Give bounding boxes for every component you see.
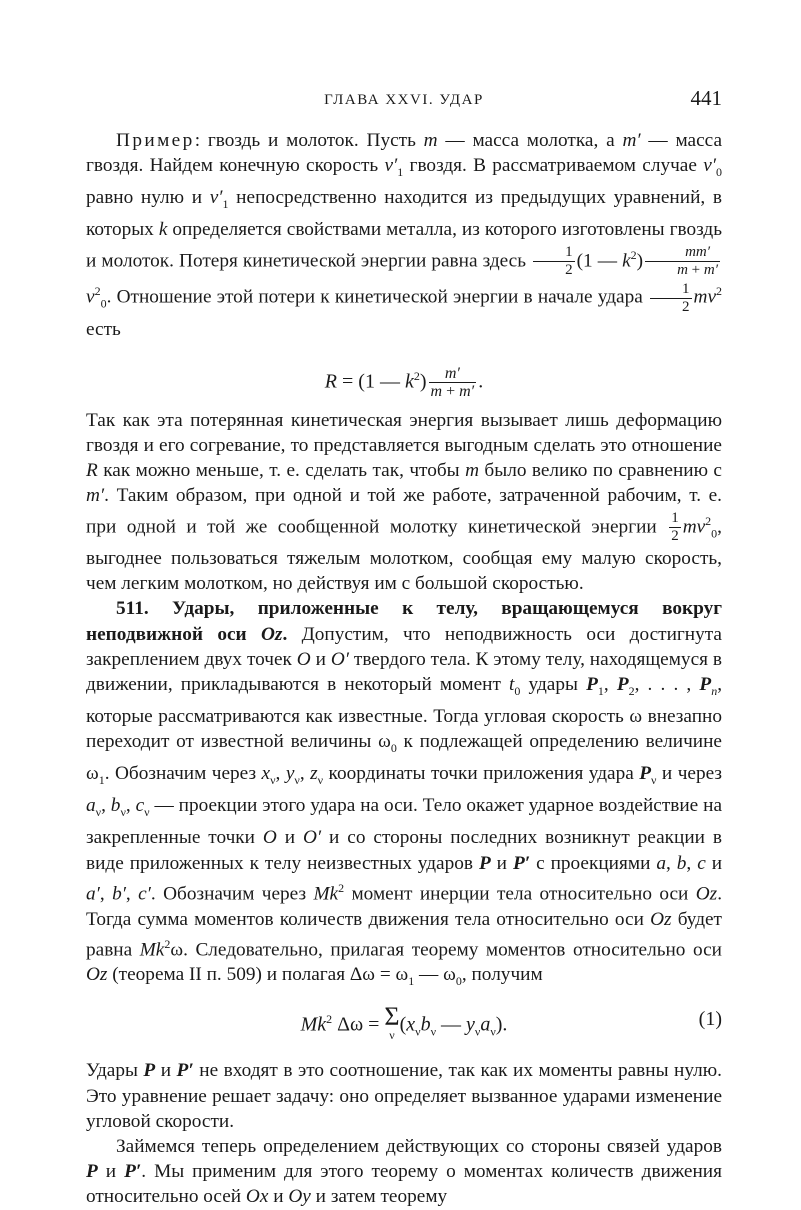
equation-number: (1) <box>698 1008 722 1031</box>
page-body <box>86 128 722 1210</box>
paragraph-final: Займемся теперь определением действующих со стороны связей ударов P и P′. Мы применим для этого теорему о моментах количеств движения относительно осей Ox и Oy и затем теорему <box>86 1136 722 1208</box>
equation-1 <box>86 998 722 1054</box>
fraction-half: $\frac{1}{2}$ <box>650 281 692 316</box>
section-511: 511. Удары, приложенные к телу, вращающемуся вокруг неподвижной оси Oz. Допустим, что неподвижность оси достигнута закреплением двух точек O и O′ твердого тела. К этому телу, находящемуся в движении, прикладываются в некоторый момент $t_0$ удары $P_1$, $P_2$, . . . , $P_n$, которые рассматриваются как известные. Тогда угловая скорость ω внезапно переходит от известной величины $\omega_0$ к подлежащей определению величине $\omega_1$. Обозначим через $x_\nu$, $y_\nu$, $z_\nu$ координаты точки приложения удара $P_\nu$ и через $a_\nu$, $b_\nu$, $c_\nu$ — проекции этого удара на оси. Тело окажет ударное воздействие на закрепленные точки O и O′ и со стороны последних возникнут реакции в виде приложенных к телу неизвестных ударов P и P′ с проекциями a, b, c и a′, b′, c′. Обозначим через Mk$^2$ момент инерции тела относительно оси Oz. Тогда сумма моментов количеств движения тела относительно оси Oz будет равна Mk$^2$ω. Следовательно, прилагая теорему моментов относительно оси Oz (теорема II п. 509) и полагая $\Delta\omega = \omega_1$ — $\omega_0$, получим <box>86 598 723 989</box>
ratio-formula: R = (1 — $k^2$) $\frac{m'}{m + m'}$ . <box>324 365 484 401</box>
sum-symbol: Σ ν <box>384 1002 400 1043</box>
equation-body: Mk$^2$ Δω = Σ ν ($x_\nu b_\nu$ — $y_\nu a_\nu$). <box>300 1002 508 1043</box>
fraction-mass: $\frac{mm'}{m + m'}$ <box>645 244 720 279</box>
paragraph-conclusion: Так как эта потерянная кинетическая энергия вызывает лишь деформацию гвоздя и его согревание, то представляется выгодным сделать это отношение R как можно меньше, т. е. сделать так, чтобы m было велико по сравнению с m′. Таким образом, при одной и той же работе, затраченной рабочим, т. е. при одной и той же сообщенной молотку кинетической энергии $\frac{1}{2}$ $mv^2_0$, выгоднее пользоваться тяжелым молотком, сообщая ему малую скорость, чем легким молотком, но действуя им с большой скоростью. <box>86 409 722 595</box>
example-label: Пример <box>116 130 195 151</box>
paragraph-example: Пример: гвоздь и молоток. Пусть m — масса молотка, а m′ — масса гвоздя. Найдем конечную скорость $v'_1$ гвоздя. В рассматриваемом случае $v'_0$ равно нулю и $v'_1$ непосредственно находится из предыдущих уравнений, в которых k определяется свойствами металла, из которого изготовлены гвоздь и молоток. Потеря кинетической энергии равна здесь $\frac{1}{2}$ (1 — $k^2$) $\frac{mm'}{m + m'}$ $v^2_0$. Отношение этой потери к кинетической энергии в начале удара $\frac{1}{2}$ $mv^2$ есть <box>86 130 722 340</box>
paragraph-after-equation: Удары P и P′ не входят в это соотношение, так как их моменты равны нулю. Это уравнение решает задачу: оно определяет вызванное ударами изменение угловой скорости. <box>86 1060 722 1132</box>
fraction-ratio: $\frac{m'}{m + m'}$ <box>430 365 475 401</box>
page-number: 441 <box>690 86 722 110</box>
chapter-title: ГЛАВА XXVI. УДАР <box>324 92 484 108</box>
fraction-half: $\frac{1}{2}$ <box>671 510 679 545</box>
fraction-half: $\frac{1}{2}$ <box>533 244 575 279</box>
running-head <box>86 86 722 116</box>
section-heading: 511. Удары, приложенные к телу, вращающемуся вокруг неподвижной оси Oz. <box>86 598 722 645</box>
